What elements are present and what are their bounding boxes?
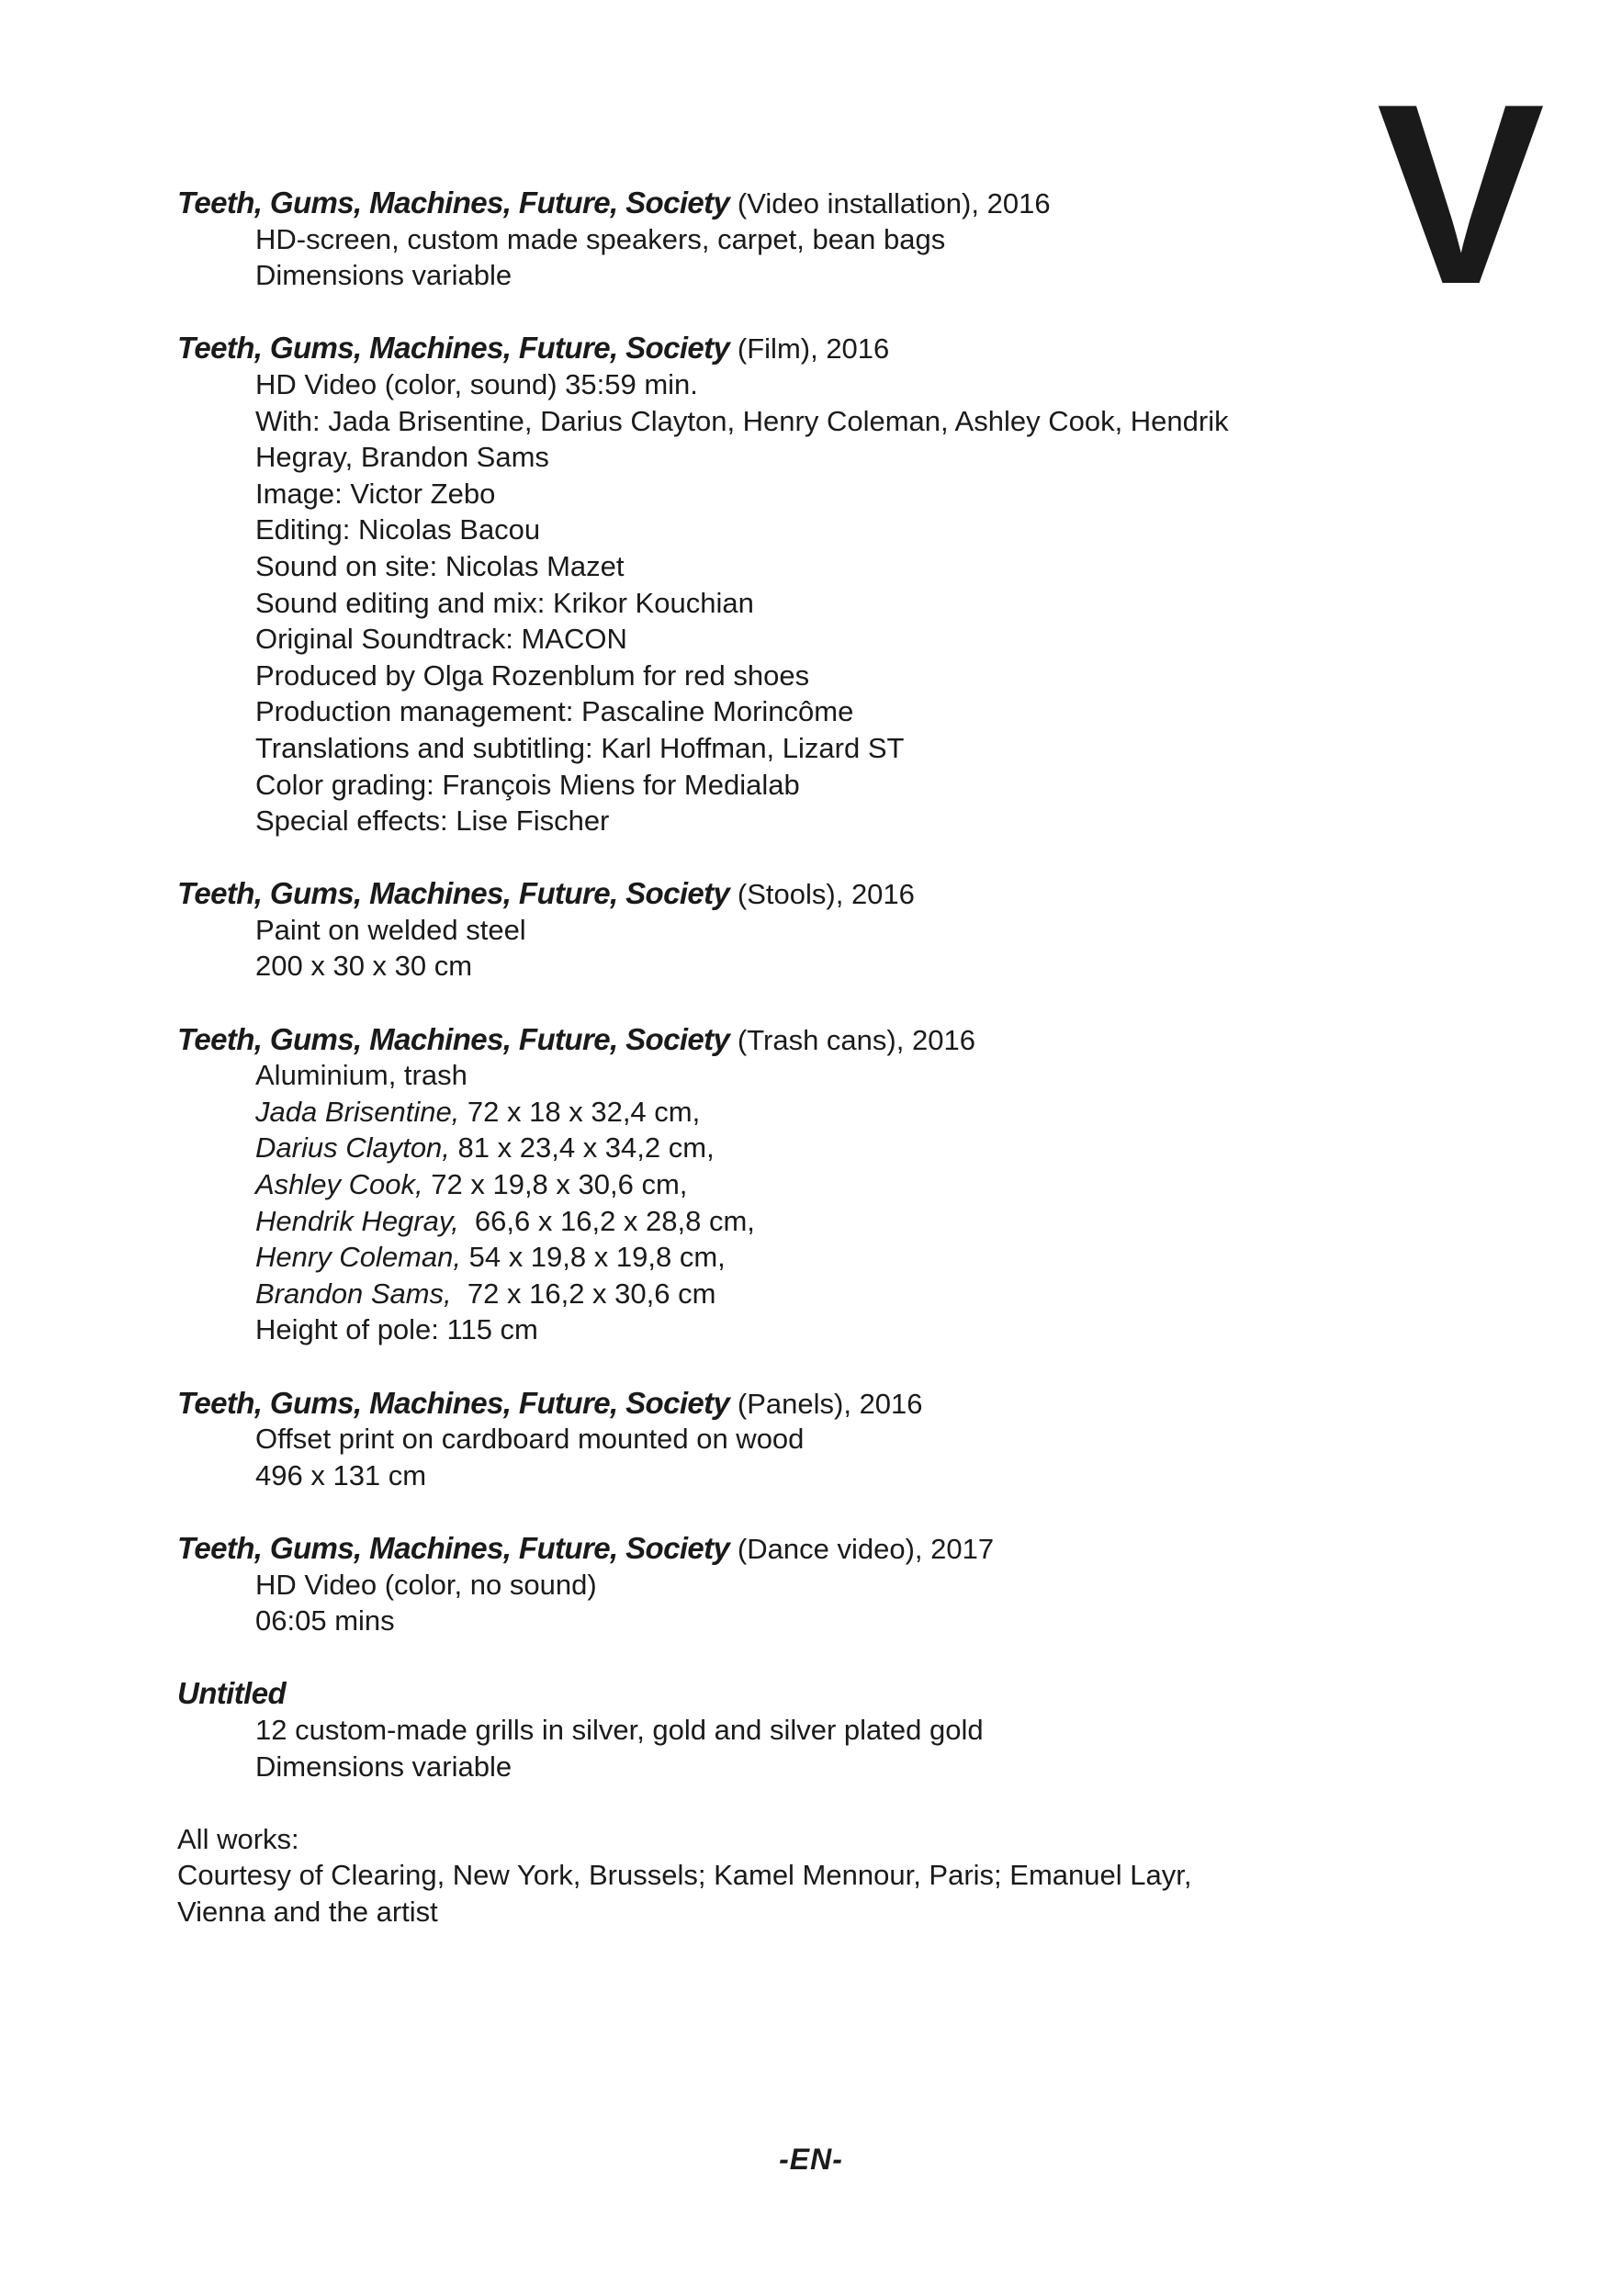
work-detail: 12 custom-made grills in silver, gold and silver plated gold [255, 1713, 984, 1746]
work-detail: 496 x 131 cm [255, 1458, 427, 1491]
work-heading [177, 1021, 1371, 1058]
spacer [177, 985, 1371, 1021]
work-heading [177, 330, 1371, 366]
works-list [177, 185, 1371, 1930]
work-detail: Offset print on cardboard mounted on wood [255, 1423, 805, 1456]
credits-line: Vienna and the artist [177, 1895, 438, 1928]
work-detail: Height of pole: 115 cm [255, 1313, 538, 1346]
work-detail: HD-screen, custom made speakers, carpet, bean bags [255, 222, 946, 255]
work-title: Teeth, Gums, Machines, Future, Society [177, 186, 730, 219]
work-entry [177, 1675, 1371, 1784]
work-detail: HD Video (color, no sound) [255, 1568, 597, 1601]
work-detail: Aluminium, trash [255, 1059, 467, 1092]
work-detail: Image: Victor Zebo [255, 477, 496, 510]
work-detail: Dimensions variable [255, 259, 513, 292]
work-detail: Produced by Olga Rozenblum for red shoes [255, 658, 810, 692]
trash-can-item [177, 1130, 1371, 1166]
spacer [177, 294, 1371, 331]
work-detail: With: Jada Brisentine, Darius Clayton, Henry Coleman, Ashley Cook, Hendrik [255, 404, 1229, 437]
item-name: Darius Clayton, [255, 1131, 450, 1165]
work-subtitle: (Trash cans), 2016 [729, 1023, 975, 1056]
work-title: Teeth, Gums, Machines, Future, Society [177, 1385, 730, 1420]
work-detail: Editing: Nicolas Bacou [255, 513, 541, 546]
work-title: Teeth, Gums, Machines, Future, Society [177, 331, 730, 366]
work-detail: Original Soundtrack: MACON [255, 623, 627, 656]
work-subtitle: (Video installation), 2016 [729, 187, 1051, 219]
item-dimensions: 54 x 19,8 x 19,8 cm, [460, 1241, 726, 1274]
work-entry [177, 875, 1371, 985]
work-detail: Sound editing and mix: Krikor Kouchian [255, 586, 754, 619]
trash-can-item [177, 1203, 1371, 1240]
item-name: Jada Brisentine, [255, 1095, 460, 1128]
work-heading [177, 1530, 1371, 1567]
item-dimensions: 72 x 16,2 x 30,6 cm [451, 1277, 716, 1310]
work-detail: Sound on site: Nicolas Mazet [255, 549, 625, 582]
credits-line: Courtesy of Clearing, New York, Brussels; Kamel Mennour, Paris; Emanuel Layr, [177, 1859, 1192, 1892]
spacer [177, 1639, 1371, 1676]
spacer [177, 1348, 1371, 1385]
work-title: Untitled [177, 1676, 287, 1711]
item-name: Hendrik Hegray, [255, 1204, 459, 1237]
work-entry [177, 330, 1371, 838]
spacer [177, 1784, 1371, 1821]
work-subtitle: (Panels), 2016 [729, 1387, 923, 1420]
work-detail: Hegray, Brandon Sams [255, 441, 549, 474]
work-subtitle: (Dance video), 2017 [729, 1532, 995, 1565]
work-heading [177, 875, 1371, 912]
work-detail: Production management: Pascaline Morincôme [255, 695, 854, 728]
item-dimensions: 66,6 x 16,2 x 28,8 cm, [458, 1204, 755, 1237]
trash-can-item [177, 1276, 1371, 1312]
credits-label: All works: [177, 1822, 299, 1855]
spacer [177, 1493, 1371, 1530]
work-detail: 200 x 30 x 30 cm [255, 950, 473, 983]
work-entry [177, 1530, 1371, 1639]
work-entry [177, 1021, 1371, 1348]
item-dimensions: 72 x 18 x 32,4 cm, [459, 1095, 701, 1128]
work-entry [177, 185, 1371, 294]
work-detail: Color grading: François Miens for Medialab [255, 768, 800, 801]
work-detail: Paint on welded steel [255, 913, 526, 946]
work-heading [177, 185, 1371, 221]
section-letter: V [1376, 51, 1545, 338]
work-detail: 06:05 mins [255, 1604, 395, 1638]
work-title: Teeth, Gums, Machines, Future, Society [177, 876, 730, 911]
work-detail: HD Video (color, sound) 35:59 min. [255, 367, 698, 400]
spacer [177, 839, 1371, 876]
work-title: Teeth, Gums, Machines, Future, Society [177, 1530, 730, 1565]
item-name: Henry Coleman, [255, 1241, 461, 1274]
item-name: Brandon Sams, [255, 1277, 452, 1310]
work-entry [177, 1385, 1371, 1494]
trash-can-item [177, 1239, 1371, 1276]
item-dimensions: 72 x 19,8 x 30,6 cm, [422, 1168, 688, 1201]
work-subtitle: (Film), 2016 [729, 332, 890, 366]
work-detail: Translations and subtitling: Karl Hoffman, Lizard ST [255, 731, 905, 764]
item-dimensions: 81 x 23,4 x 34,2 cm, [449, 1131, 715, 1165]
trash-can-item [177, 1094, 1371, 1131]
work-heading [177, 1385, 1371, 1422]
item-name: Ashley Cook, [255, 1168, 423, 1201]
work-subtitle: (Stools), 2016 [729, 878, 915, 911]
work-title: Teeth, Gums, Machines, Future, Society [177, 1021, 730, 1056]
work-detail: Special effects: Lise Fischer [255, 805, 610, 838]
language-footer: -EN- [779, 2143, 843, 2176]
trash-can-item [177, 1166, 1371, 1203]
work-heading [177, 1675, 1371, 1712]
work-detail: Dimensions variable [255, 1750, 513, 1783]
credits [177, 1821, 1371, 1930]
